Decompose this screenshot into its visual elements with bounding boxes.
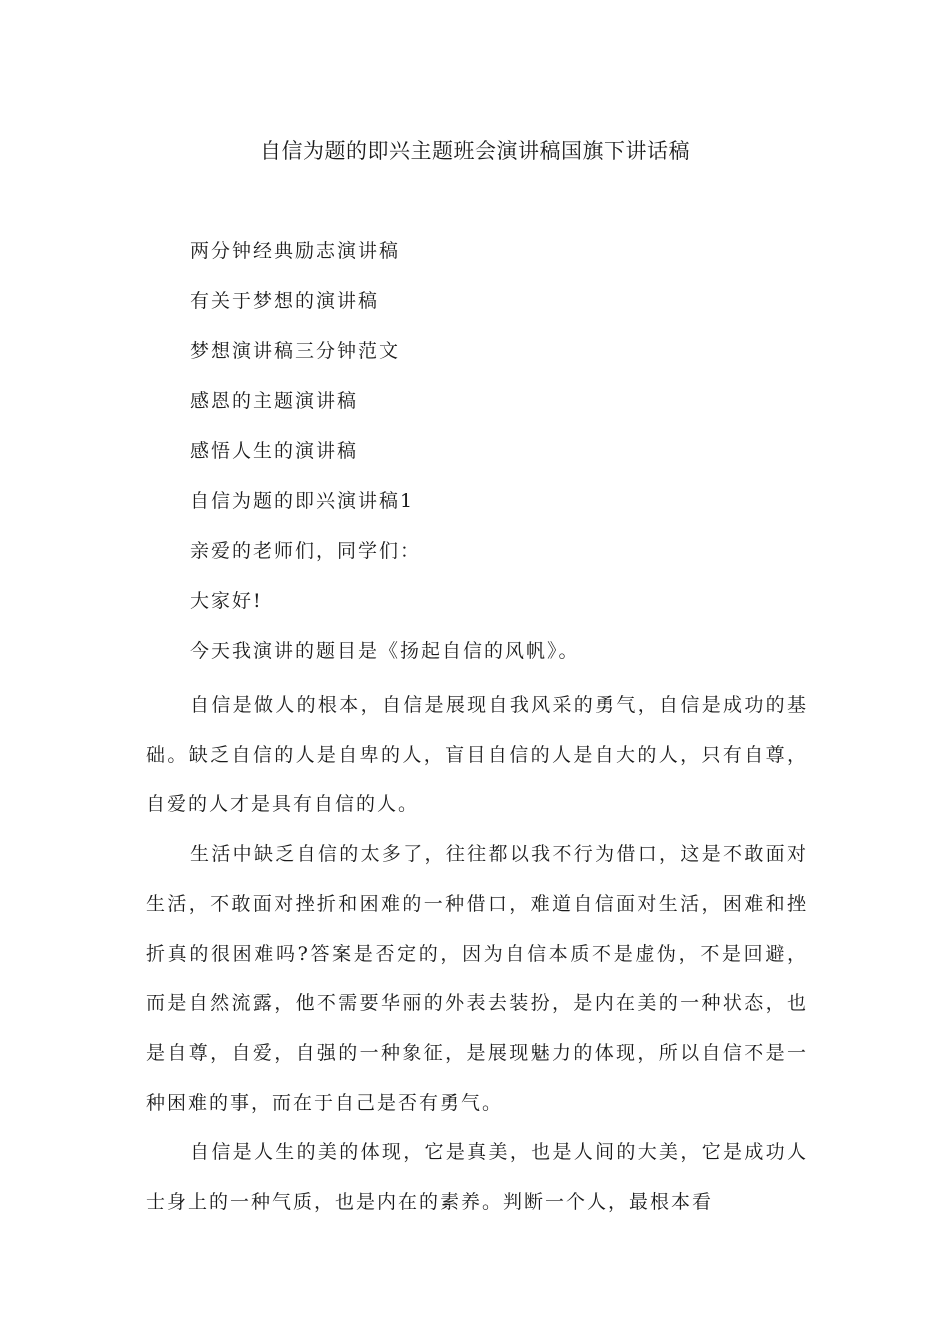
speech-topic: 今天我演讲的题目是《扬起自信的风帆》。 bbox=[190, 640, 580, 662]
document-body bbox=[146, 231, 808, 1228]
list-item: 感恩的主题演讲稿 bbox=[190, 390, 359, 412]
body-paragraph: 自信是人生的美的体现，它是真美，也是人间的大美，它是成功人士身上的一种气质，也是内在的素养。判断一个人，最根本看 bbox=[146, 1141, 808, 1214]
list-item: 两分钟经典励志演讲稿 bbox=[190, 240, 401, 262]
list-item: 感悟人生的演讲稿 bbox=[190, 440, 359, 462]
salutation: 亲爱的老师们，同学们： bbox=[190, 540, 422, 562]
body-paragraph: 自信是做人的根本，自信是展现自我风采的勇气，自信是成功的基础。缺乏自信的人是自卑的人，盲目自信的人是自大的人，只有自尊，自爱的人才是具有自信的人。 bbox=[146, 694, 808, 816]
body-paragraph: 生活中缺乏自信的太多了，往往都以我不行为借口，这是不敢面对生活，不敢面对挫折和困难的一种借口，难道自信面对生活，困难和挫折真的很困难吗?答案是否定的，因为自信本质不是虚伪，不是回避，而是自然流露，他不需要华丽的外表去装扮，是内在美的一种状态，也是自尊，自爱，自强的一种象征，是展现魅力的体现，所以自信不是一种困难的事，而在于自己是否有勇气。 bbox=[146, 843, 808, 1114]
list-item: 有关于梦想的演讲稿 bbox=[190, 290, 380, 312]
document-title: 自信为题的即兴主题班会演讲稿国旗下讲话稿 bbox=[260, 139, 690, 163]
greeting: 大家好! bbox=[190, 590, 263, 612]
list-item: 梦想演讲稿三分钟范文 bbox=[190, 340, 401, 362]
speech-heading: 自信为题的即兴演讲稿1 bbox=[190, 490, 415, 512]
